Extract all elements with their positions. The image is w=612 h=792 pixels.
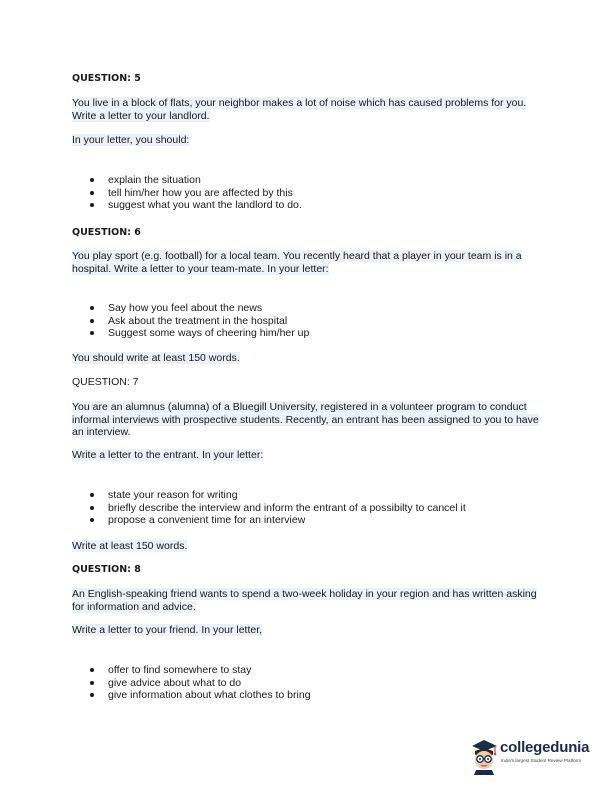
question-5-bullet-list: [72, 174, 302, 212]
list-item: briefly describe the interview and inform the entrant of a possibilty to cancel it: [72, 502, 466, 515]
question-7-bullet-list: [72, 489, 466, 527]
question-7-heading: QUESTION: 7: [72, 376, 139, 388]
question-8-instruction: Write a letter to your friend. In your letter,: [72, 624, 263, 636]
student-mascot-icon: [470, 737, 500, 775]
list-item: propose a convenient time for an interview: [72, 514, 466, 527]
question-8-bullet-list: [72, 664, 311, 702]
question-8-prompt: An English-speaking friend wants to spend a two-week holiday in your region and has written asking for information and advice.: [72, 588, 537, 613]
logo-wordmark: collegedunia: [500, 739, 590, 756]
question-7-word-count: Write at least 150 words.: [72, 540, 188, 552]
list-item: tell him/her how you are affected by this: [72, 187, 302, 200]
list-item: Ask about the treatment in the hospital: [72, 315, 309, 328]
question-7-instruction: Write a letter to the entrant. In your letter:: [72, 449, 264, 461]
list-item: Suggest some ways of cheering him/her up: [72, 327, 309, 340]
question-6-word-count: You should write at least 150 words.: [72, 352, 240, 364]
question-8-heading: QUESTION: 8: [72, 564, 141, 575]
logo-tagline: India's largest Student Review Platform: [501, 758, 582, 763]
question-6-heading: QUESTION: 6: [72, 227, 141, 238]
question-7-prompt: You are an alumnus (alumna) of a Bluegill University, registered in a volunteer program to conduct informal interviews with prospective students. Recently, an entrant has been assigned to you to have an interview.: [72, 401, 539, 438]
question-6-bullet-list: [72, 302, 309, 340]
list-item: suggest what you want the landlord to do.: [72, 199, 302, 212]
list-item: state your reason for writing: [72, 489, 466, 502]
list-item: give advice about what to do: [72, 677, 311, 690]
question-6-prompt: You play sport (e.g. football) for a local team. You recently heard that a player in your team is in a hospital. Write a letter to your team-mate. In your letter:: [72, 250, 522, 275]
question-5-prompt: You live in a block of flats, your neighbor makes a lot of noise which has caused problems for you. Write a letter to your landlord.: [72, 97, 527, 122]
question-5-heading: QUESTION: 5: [72, 73, 141, 84]
collegedunia-logo: [470, 737, 590, 777]
list-item: give information about what clothes to bring: [72, 689, 311, 702]
list-item: offer to find somewhere to stay: [72, 664, 311, 677]
question-5-instruction: In your letter, you should:: [72, 134, 190, 146]
list-item: explain the situation: [72, 174, 302, 187]
list-item: Say how you feel about the news: [72, 302, 309, 315]
